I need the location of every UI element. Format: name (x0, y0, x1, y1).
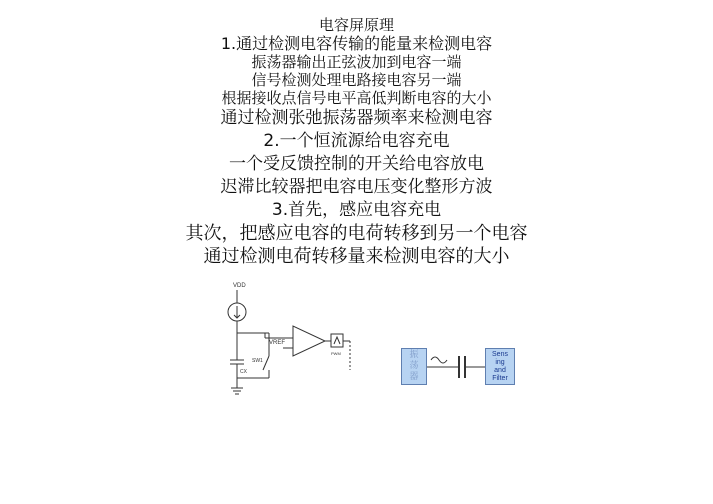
relaxation-oscillator-circuit (225, 278, 360, 403)
text-line: 振荡器输出正弦波加到电容一端 (251, 53, 462, 71)
text-line: 一个受反馈控制的开关给电容放电 (229, 154, 484, 174)
filter-text: Sens (492, 350, 508, 358)
oscillator-char: 荡 (409, 361, 419, 371)
slide-title: 电容屏原理 (318, 16, 394, 34)
filter-text: Filter (492, 374, 508, 382)
vref-label: VREF (269, 340, 286, 346)
vdd-label: VDD (233, 283, 246, 289)
filter-text: ing (495, 358, 505, 366)
sine-wave-icon (431, 357, 447, 363)
text-line: 根据接收点信号电平高低判断电容的大小 (221, 89, 492, 107)
oscillator-char: 器 (409, 372, 419, 382)
oscillator-box (401, 348, 427, 385)
text-line: 信号检测处理电路接电容另一端 (251, 71, 462, 89)
sw-label: SW1 (252, 358, 263, 364)
text-line: 其次，把感应电容的电荷转移到另一个电容 (185, 223, 528, 244)
slide-text (0, 16, 713, 268)
text-line: 通过检测张弛振荡器频率来检测电容 (220, 108, 493, 128)
text-line: 1.通过检测电容传输的能量来检测电容 (220, 34, 493, 53)
text-line: 迟滞比较器把电容电压变化整形方波 (220, 177, 493, 197)
switch-sw1-icon (263, 356, 269, 370)
text-line: 3.首先，感应电容充电 (271, 200, 442, 220)
comparator-icon (293, 326, 325, 356)
cx-label: CX (240, 369, 247, 375)
sensing-filter-box (485, 348, 515, 385)
filter-text: and (494, 366, 506, 374)
sensing-diagram (395, 342, 525, 392)
text-line: 2.一个恒流源给电容充电 (263, 131, 450, 151)
pwm-label: PWM (331, 351, 341, 356)
text-line: 通过检测电荷转移量来检测电容的大小 (203, 246, 510, 267)
oscillator-char: 振 (409, 350, 419, 360)
